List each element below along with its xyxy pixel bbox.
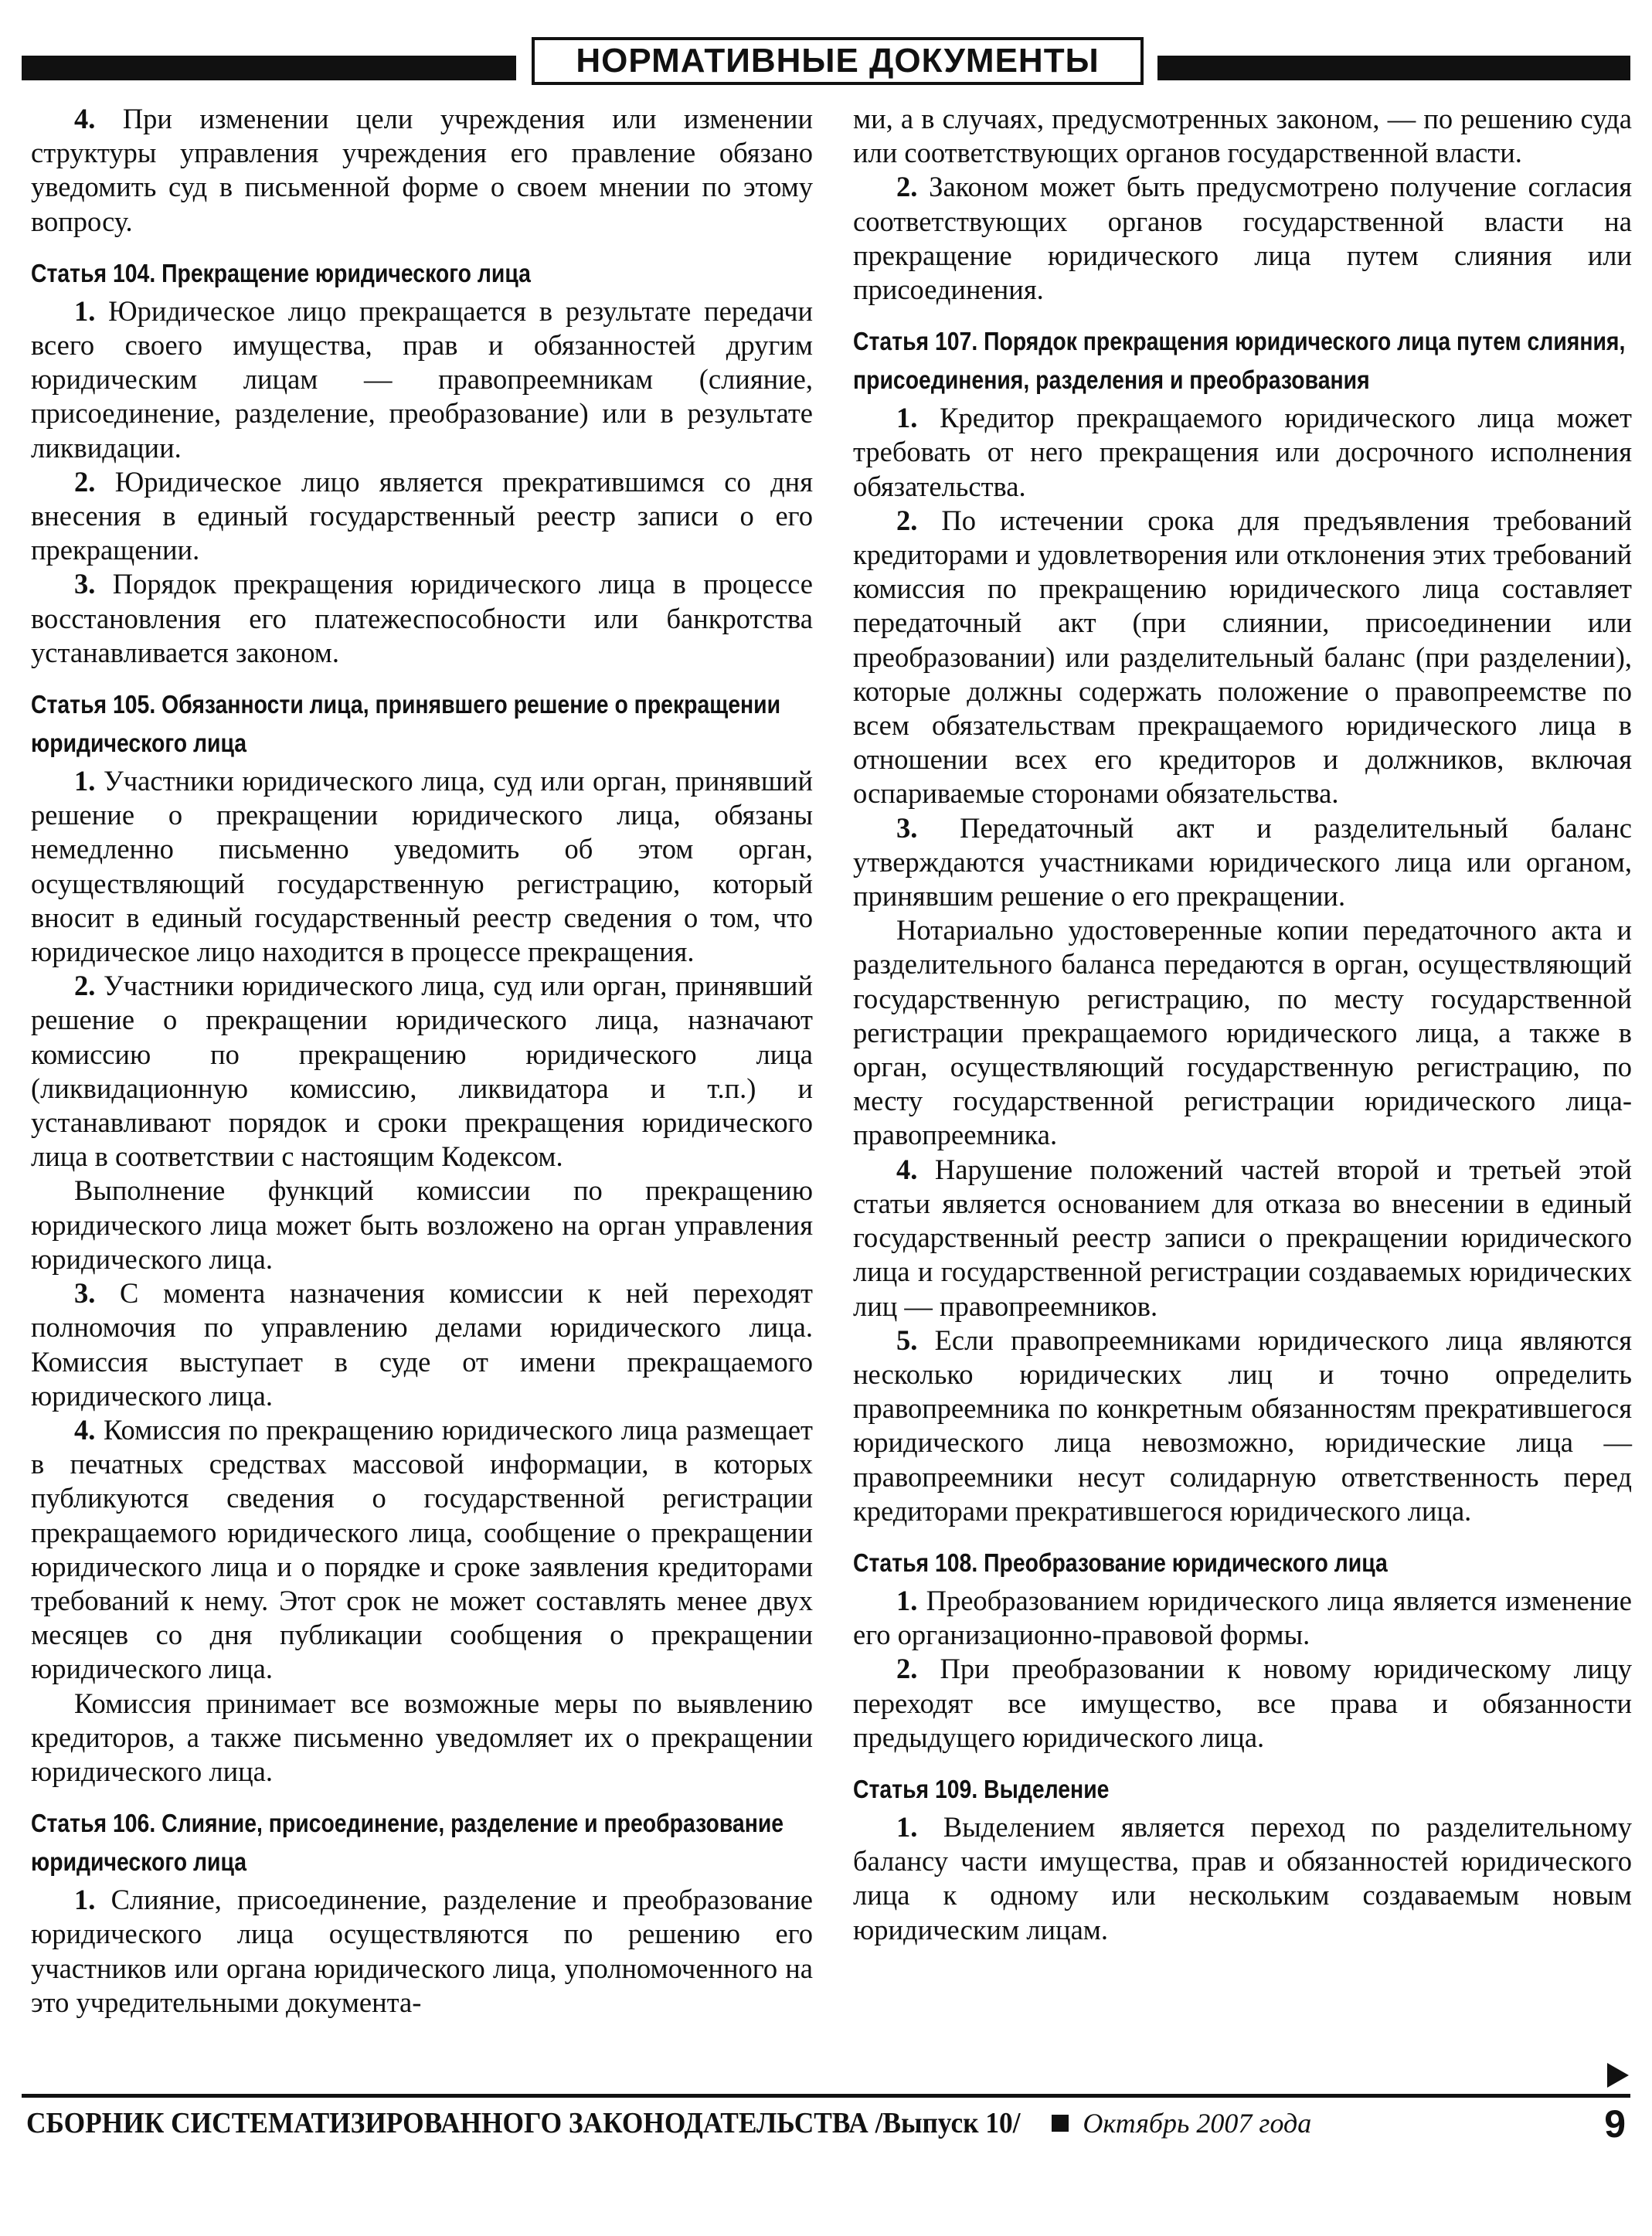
- paragraph: [31, 465, 813, 568]
- header-rule-left: [22, 56, 516, 80]
- paragraph-text: При преобразовании к новому юридическому лицу переходят все имущество, все права и обязанности предыдущего юридического лица.: [853, 1653, 1632, 1753]
- paragraph: [31, 567, 813, 670]
- clause-number: 1.: [74, 765, 96, 797]
- paragraph: [853, 401, 1632, 504]
- clause-number: 4.: [896, 1153, 918, 1185]
- paragraph-text: Кредитор прекращаемого юридического лица может требовать от него прекращения или досрочного исполнения обязательства.: [853, 402, 1632, 502]
- paragraph-text: Нотариально удостоверенные копии передаточного акта и разделительного баланса передаются в орган, осуществляющий государственную регистрацию, по месту государственной регистрации прекращаемого юридического лица, а также в орган, осуществляющий государственную регистрацию, по месту государственной регистрации юридического лица-правопреемника.: [853, 914, 1632, 1151]
- paragraph: [853, 1324, 1632, 1528]
- paragraph-text: Нарушение положений частей второй и третьей этой статьи является основанием для отказа во внесении в единый государственный реестр записи о прекращении юридического лица и государственной регистрации создаваемых юридических лиц — правопреемников.: [853, 1153, 1632, 1322]
- clause-number: 2.: [74, 970, 96, 1002]
- clause-number: 2.: [896, 171, 918, 203]
- paragraph: [853, 913, 1632, 1152]
- paragraph: [31, 1883, 813, 2020]
- paragraph-text: Передаточный акт и разделительный баланс утверждаются участниками юридического лица или органом, принявшим решение о его прекращении.: [853, 811, 1632, 912]
- paragraph-text: Преобразованием юридического лица является изменение его организационно-правовой формы.: [853, 1584, 1632, 1651]
- paragraph-text: Выделением является переход по разделительному балансу части имущества, прав и обязанностей юридического лица к одному или нескольким создаваемым новым юридическим лицам.: [853, 1810, 1632, 1945]
- article-heading: Статья 104. Прекращение юридического лица: [31, 258, 531, 287]
- paragraph: [853, 1153, 1632, 1324]
- paragraph: [853, 1584, 1632, 1652]
- clause-number: 1.: [74, 1884, 96, 1916]
- paragraph-text: Комиссия принимает все возможные меры по выявлению кредиторов, а также письменно уведомляет их о прекращении юридического лица.: [31, 1687, 813, 1787]
- clause-number: 3.: [74, 568, 96, 600]
- clause-number: 4.: [74, 1413, 96, 1446]
- paragraph: [31, 294, 813, 465]
- clause-number: 1.: [896, 1810, 918, 1843]
- paragraph-text: С момента назначения комиссии к ней переходят полномочия по управлению делами юридического лица. Комиссия выступает в суде от имени прекращаемого юридического лица.: [31, 1277, 813, 1412]
- paragraph: [31, 1413, 813, 1687]
- paragraph: [853, 811, 1632, 914]
- paragraph: [31, 102, 813, 239]
- paragraph: [853, 1810, 1632, 1947]
- section-title: НОРМАТИВНЫЕ ДОКУМЕНТЫ: [532, 37, 1144, 85]
- header-rule-right: [1157, 56, 1630, 80]
- left-column: [31, 102, 813, 2020]
- clause-number: 2.: [74, 465, 96, 498]
- paragraph: [853, 170, 1632, 307]
- clause-number: 5.: [896, 1324, 918, 1356]
- paragraph: [31, 1174, 813, 1276]
- clause-number: 1.: [896, 402, 918, 434]
- paragraph-text: ми, а в случаях, предусмотренных законом, — по решению суда или соответствующих органов государственной власти.: [853, 103, 1632, 169]
- paragraph-text: Порядок прекращения юридического лица в процессе восстановления его платежеспособности или банкротства устанавливается законом.: [31, 568, 813, 668]
- paragraph-text: Законом может быть предусмотрено получение согласия соответствующих органов государственной власти на прекращение юридического лица путем слияния или присоединения.: [853, 171, 1632, 306]
- clause-number: 2.: [896, 1653, 918, 1685]
- article-heading: Статья 109. Выделение: [853, 1774, 1110, 1803]
- square-bullet-icon: [1052, 2115, 1069, 2132]
- paragraph: [853, 102, 1632, 170]
- clause-number: 3.: [74, 1277, 96, 1310]
- paragraph-text: Если правопреемниками юридического лица являются несколько юридических лиц и точно определить правопреемника по конкретным обязанностям прекратившегося юридического лица невозможно, юридические лица — правопреемники несут солидарную ответственность перед кредиторами прекратившегося юридического лица.: [853, 1324, 1632, 1527]
- paragraph: [31, 764, 813, 969]
- clause-number: 1.: [74, 294, 96, 327]
- clause-number: 1.: [896, 1584, 918, 1616]
- article-heading: Статья 107. Порядок прекращения юридического лица путем слияния, присоединения, разделения и преобразования: [853, 327, 1626, 395]
- article-heading: Статья 105. Обязанности лица, принявшего решение о прекращении юридического лица: [31, 690, 781, 758]
- article-heading: Статья 106. Слияние, присоединение, разделение и преобразование юридического лица: [31, 1809, 784, 1877]
- footer-rule: [22, 2094, 1630, 2098]
- clause-number: 3.: [896, 811, 918, 844]
- paragraph-text: Юридическое лицо прекращается в результате передачи всего своего имущества, прав и обязанностей другим юридическим лицам — правопреемникам (слияние, присоединение, разделение, преобразование) или в результате ликвидации.: [31, 294, 813, 464]
- footer-collection-title: СБОРНИК СИСТЕМАТИЗИРОВАННОГО ЗАКОНОДАТЕЛЬСТВА /Выпуск 10/: [26, 2107, 1021, 2139]
- continue-arrow-icon: [1607, 2063, 1629, 2088]
- paragraph-text: При изменении цели учреждения или изменении структуры управления учреждения его правление обязано уведомить суд в письменной форме о своем мнении по этому вопросу.: [31, 103, 813, 237]
- section-header: [22, 34, 1630, 90]
- right-column: [853, 102, 1632, 1947]
- paragraph-text: Комиссия по прекращению юридического лица размещает в печатных средствах массовой информации, в которых публикуются сведения о государственной регистрации прекращаемого юридического лица, сообщение о прекращении юридического лица и о порядке и сроке заявления кредиторами требований к нему. Этот срок не может составлять менее двух месяцев со дня публикации сообщения о прекращении юридического лица.: [31, 1413, 813, 1685]
- paragraph: [853, 1652, 1632, 1755]
- paragraph: [853, 504, 1632, 811]
- article-heading: Статья 108. Преобразование юридического лица: [853, 1548, 1388, 1577]
- paragraph-text: Участники юридического лица, суд или орган, принявший решение о прекращении юридического лица, обязаны немедленно письменно уведомить об этом орган, осуществляющий государственную регистрацию, который вносит в единый государственный реестр сведения о том, что юридическое лицо находится в процессе прекращения.: [31, 765, 813, 968]
- page-number: 9: [1604, 2102, 1626, 2146]
- paragraph-text: По истечении срока для предъявления требований кредиторами и удовлетворения или отклонения этих требований комиссия по прекращению юридического лица составляет передаточный акт (при слиянии, присоединении или преобразовании) или разделительный баланс (при разделении), которые должны содержать положение о правопреемстве по всем обязательствам прекращаемого юридического лица в отношении всех его кредиторов и должников, включая оспариваемые сторонами обязательства.: [853, 504, 1632, 810]
- paragraph-text: Выполнение функций комиссии по прекращению юридического лица может быть возложено на орган управления юридического лица.: [31, 1174, 813, 1275]
- paragraph-text: Юридическое лицо является прекратившимся со дня внесения в единый государственный реестр записи о его прекращении.: [31, 465, 813, 566]
- footer-date: Октябрь 2007 года: [1083, 2108, 1312, 2139]
- paragraph-text: Слияние, присоединение, разделение и преобразование юридического лица осуществляются по решению его участников или органа юридического лица, уполномоченного на это учредительными документа-: [31, 1884, 813, 2018]
- clause-number: 2.: [896, 504, 918, 536]
- footer: [26, 2102, 1630, 2145]
- paragraph: [31, 1687, 813, 1789]
- clause-number: 4.: [74, 103, 96, 134]
- paragraph: [31, 1276, 813, 1413]
- paragraph: [31, 969, 813, 1174]
- paragraph-text: Участники юридического лица, суд или орган, принявший решение о прекращении юридического лица, назначают комиссию по прекращению юридического лица (ликвидационную комиссию, ликвидатора и т.п.) и устанавливают порядок и сроки прекращения юридического лица в соответствии с настоящим Кодексом.: [31, 970, 813, 1173]
